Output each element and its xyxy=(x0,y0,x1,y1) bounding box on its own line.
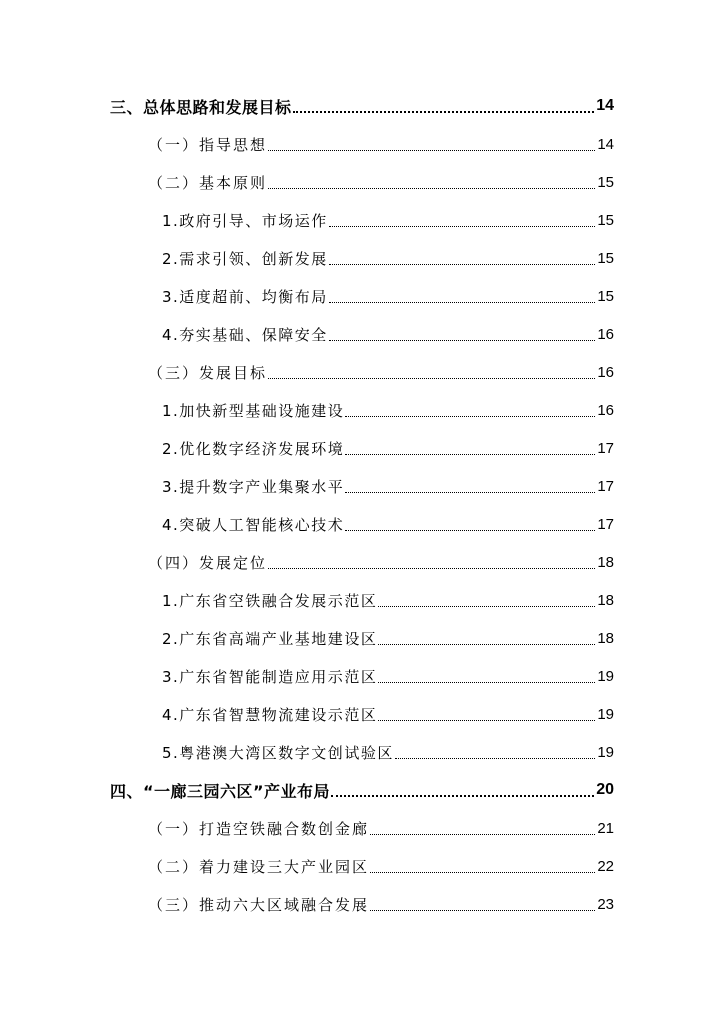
toc-entry-title: 3.广东省智能制造应用示范区 xyxy=(162,667,378,686)
toc-entry-title: 5.粤港澳大湾区数字文创试验区 xyxy=(162,743,394,762)
toc-entry-page: 19 xyxy=(597,743,614,761)
dot-leader xyxy=(329,264,596,265)
toc-entry-page: 18 xyxy=(597,553,614,571)
dot-leader xyxy=(378,682,595,683)
toc-entry-title: 3.提升数字产业集聚水平 xyxy=(162,477,345,496)
toc-entry-title: 3.适度超前、均衡布局 xyxy=(162,287,328,306)
toc-entry-six-zones[interactable] xyxy=(148,892,614,916)
toc-entry-positioning-3[interactable] xyxy=(162,664,614,688)
dot-leader xyxy=(268,188,595,189)
toc-entry-title: 1.政府引导、市场运作 xyxy=(162,211,328,230)
toc-entry-title: 4.夯实基础、保障安全 xyxy=(162,325,328,344)
toc-entry-title: （四）发展定位 xyxy=(148,553,268,572)
toc-entry-page: 21 xyxy=(597,819,614,837)
toc-entry-page: 18 xyxy=(597,591,614,609)
toc-entry-principle-3[interactable] xyxy=(162,284,614,308)
dot-leader xyxy=(293,111,595,113)
toc-entry-title: （一）指导思想 xyxy=(148,135,268,154)
dot-leader xyxy=(370,834,595,835)
dot-leader xyxy=(268,378,595,379)
toc-entry-page: 15 xyxy=(597,249,614,267)
toc-entry-principle-1[interactable] xyxy=(162,208,614,232)
dot-leader xyxy=(268,150,595,151)
toc-entry-page: 17 xyxy=(597,439,614,457)
toc-entry-goal-1[interactable] xyxy=(162,398,614,422)
toc-entry-positioning-2[interactable] xyxy=(162,626,614,650)
toc-entry-goal-4[interactable] xyxy=(162,512,614,536)
toc-entry-title: （一）打造空铁融合数创金廊 xyxy=(148,819,370,838)
toc-entry-three-parks[interactable] xyxy=(148,854,614,878)
dot-leader xyxy=(378,644,595,645)
toc-entry-page: 16 xyxy=(597,363,614,381)
toc-entry-title: 四、“一廊三园六区”产业布局 xyxy=(110,781,331,801)
dot-leader xyxy=(378,606,595,607)
toc-entry-page: 14 xyxy=(597,135,614,153)
toc-entry-positioning-5[interactable] xyxy=(162,740,614,764)
dot-leader xyxy=(268,568,595,569)
toc-entry-corridor[interactable] xyxy=(148,816,614,840)
toc-entry-title: 2.优化数字经济发展环境 xyxy=(162,439,345,458)
toc-entry-title: （二）着力建设三大产业园区 xyxy=(148,857,370,876)
toc-entry-chapter-3[interactable] xyxy=(110,94,614,118)
dot-leader xyxy=(345,530,595,531)
dot-leader xyxy=(345,416,595,417)
toc-entry-development-goals[interactable] xyxy=(148,360,614,384)
dot-leader xyxy=(329,302,596,303)
toc-entry-page: 15 xyxy=(597,173,614,191)
toc-entry-page: 16 xyxy=(597,401,614,419)
toc-entry-title: 1.广东省空铁融合发展示范区 xyxy=(162,591,378,610)
dot-leader xyxy=(370,872,595,873)
toc-entry-title: 4.突破人工智能核心技术 xyxy=(162,515,345,534)
toc-entry-title: 三、总体思路和发展目标 xyxy=(110,97,292,117)
toc-entry-goal-2[interactable] xyxy=(162,436,614,460)
dot-leader xyxy=(345,492,595,493)
toc-entry-page: 16 xyxy=(597,325,614,343)
toc-entry-page: 19 xyxy=(597,705,614,723)
toc-entry-development-positioning[interactable] xyxy=(148,550,614,574)
toc-entry-goal-3[interactable] xyxy=(162,474,614,498)
toc-entry-page: 17 xyxy=(597,515,614,533)
toc-entry-page: 14 xyxy=(596,97,614,114)
toc-entry-page: 20 xyxy=(596,781,614,798)
dot-leader xyxy=(331,795,594,797)
toc-entry-page: 18 xyxy=(597,629,614,647)
dot-leader xyxy=(395,758,595,759)
toc-entry-positioning-4[interactable] xyxy=(162,702,614,726)
toc-entry-basic-principles[interactable] xyxy=(148,170,614,194)
toc-entry-title: 4.广东省智慧物流建设示范区 xyxy=(162,705,378,724)
toc-entry-page: 15 xyxy=(597,211,614,229)
toc-entry-title: （二）基本原则 xyxy=(148,173,268,192)
toc-entry-page: 22 xyxy=(597,857,614,875)
toc-entry-title: 2.广东省高端产业基地建设区 xyxy=(162,629,378,648)
dot-leader xyxy=(378,720,595,721)
toc-entry-positioning-1[interactable] xyxy=(162,588,614,612)
toc-entry-principle-2[interactable] xyxy=(162,246,614,270)
toc-entry-page: 17 xyxy=(597,477,614,495)
toc-entry-guiding-ideology[interactable] xyxy=(148,132,614,156)
toc-entry-title: （三）推动六大区域融合发展 xyxy=(148,895,370,914)
dot-leader xyxy=(345,454,595,455)
dot-leader xyxy=(329,340,596,341)
toc-entry-page: 19 xyxy=(597,667,614,685)
toc-entry-title: 2.需求引领、创新发展 xyxy=(162,249,328,268)
toc-entry-chapter-4[interactable] xyxy=(110,778,614,802)
toc-entry-title: （三）发展目标 xyxy=(148,363,268,382)
toc-entry-title: 1.加快新型基础设施建设 xyxy=(162,401,345,420)
dot-leader xyxy=(370,910,595,911)
toc-entry-page: 23 xyxy=(597,895,614,913)
toc-entry-principle-4[interactable] xyxy=(162,322,614,346)
toc-entry-page: 15 xyxy=(597,287,614,305)
dot-leader xyxy=(329,226,596,227)
